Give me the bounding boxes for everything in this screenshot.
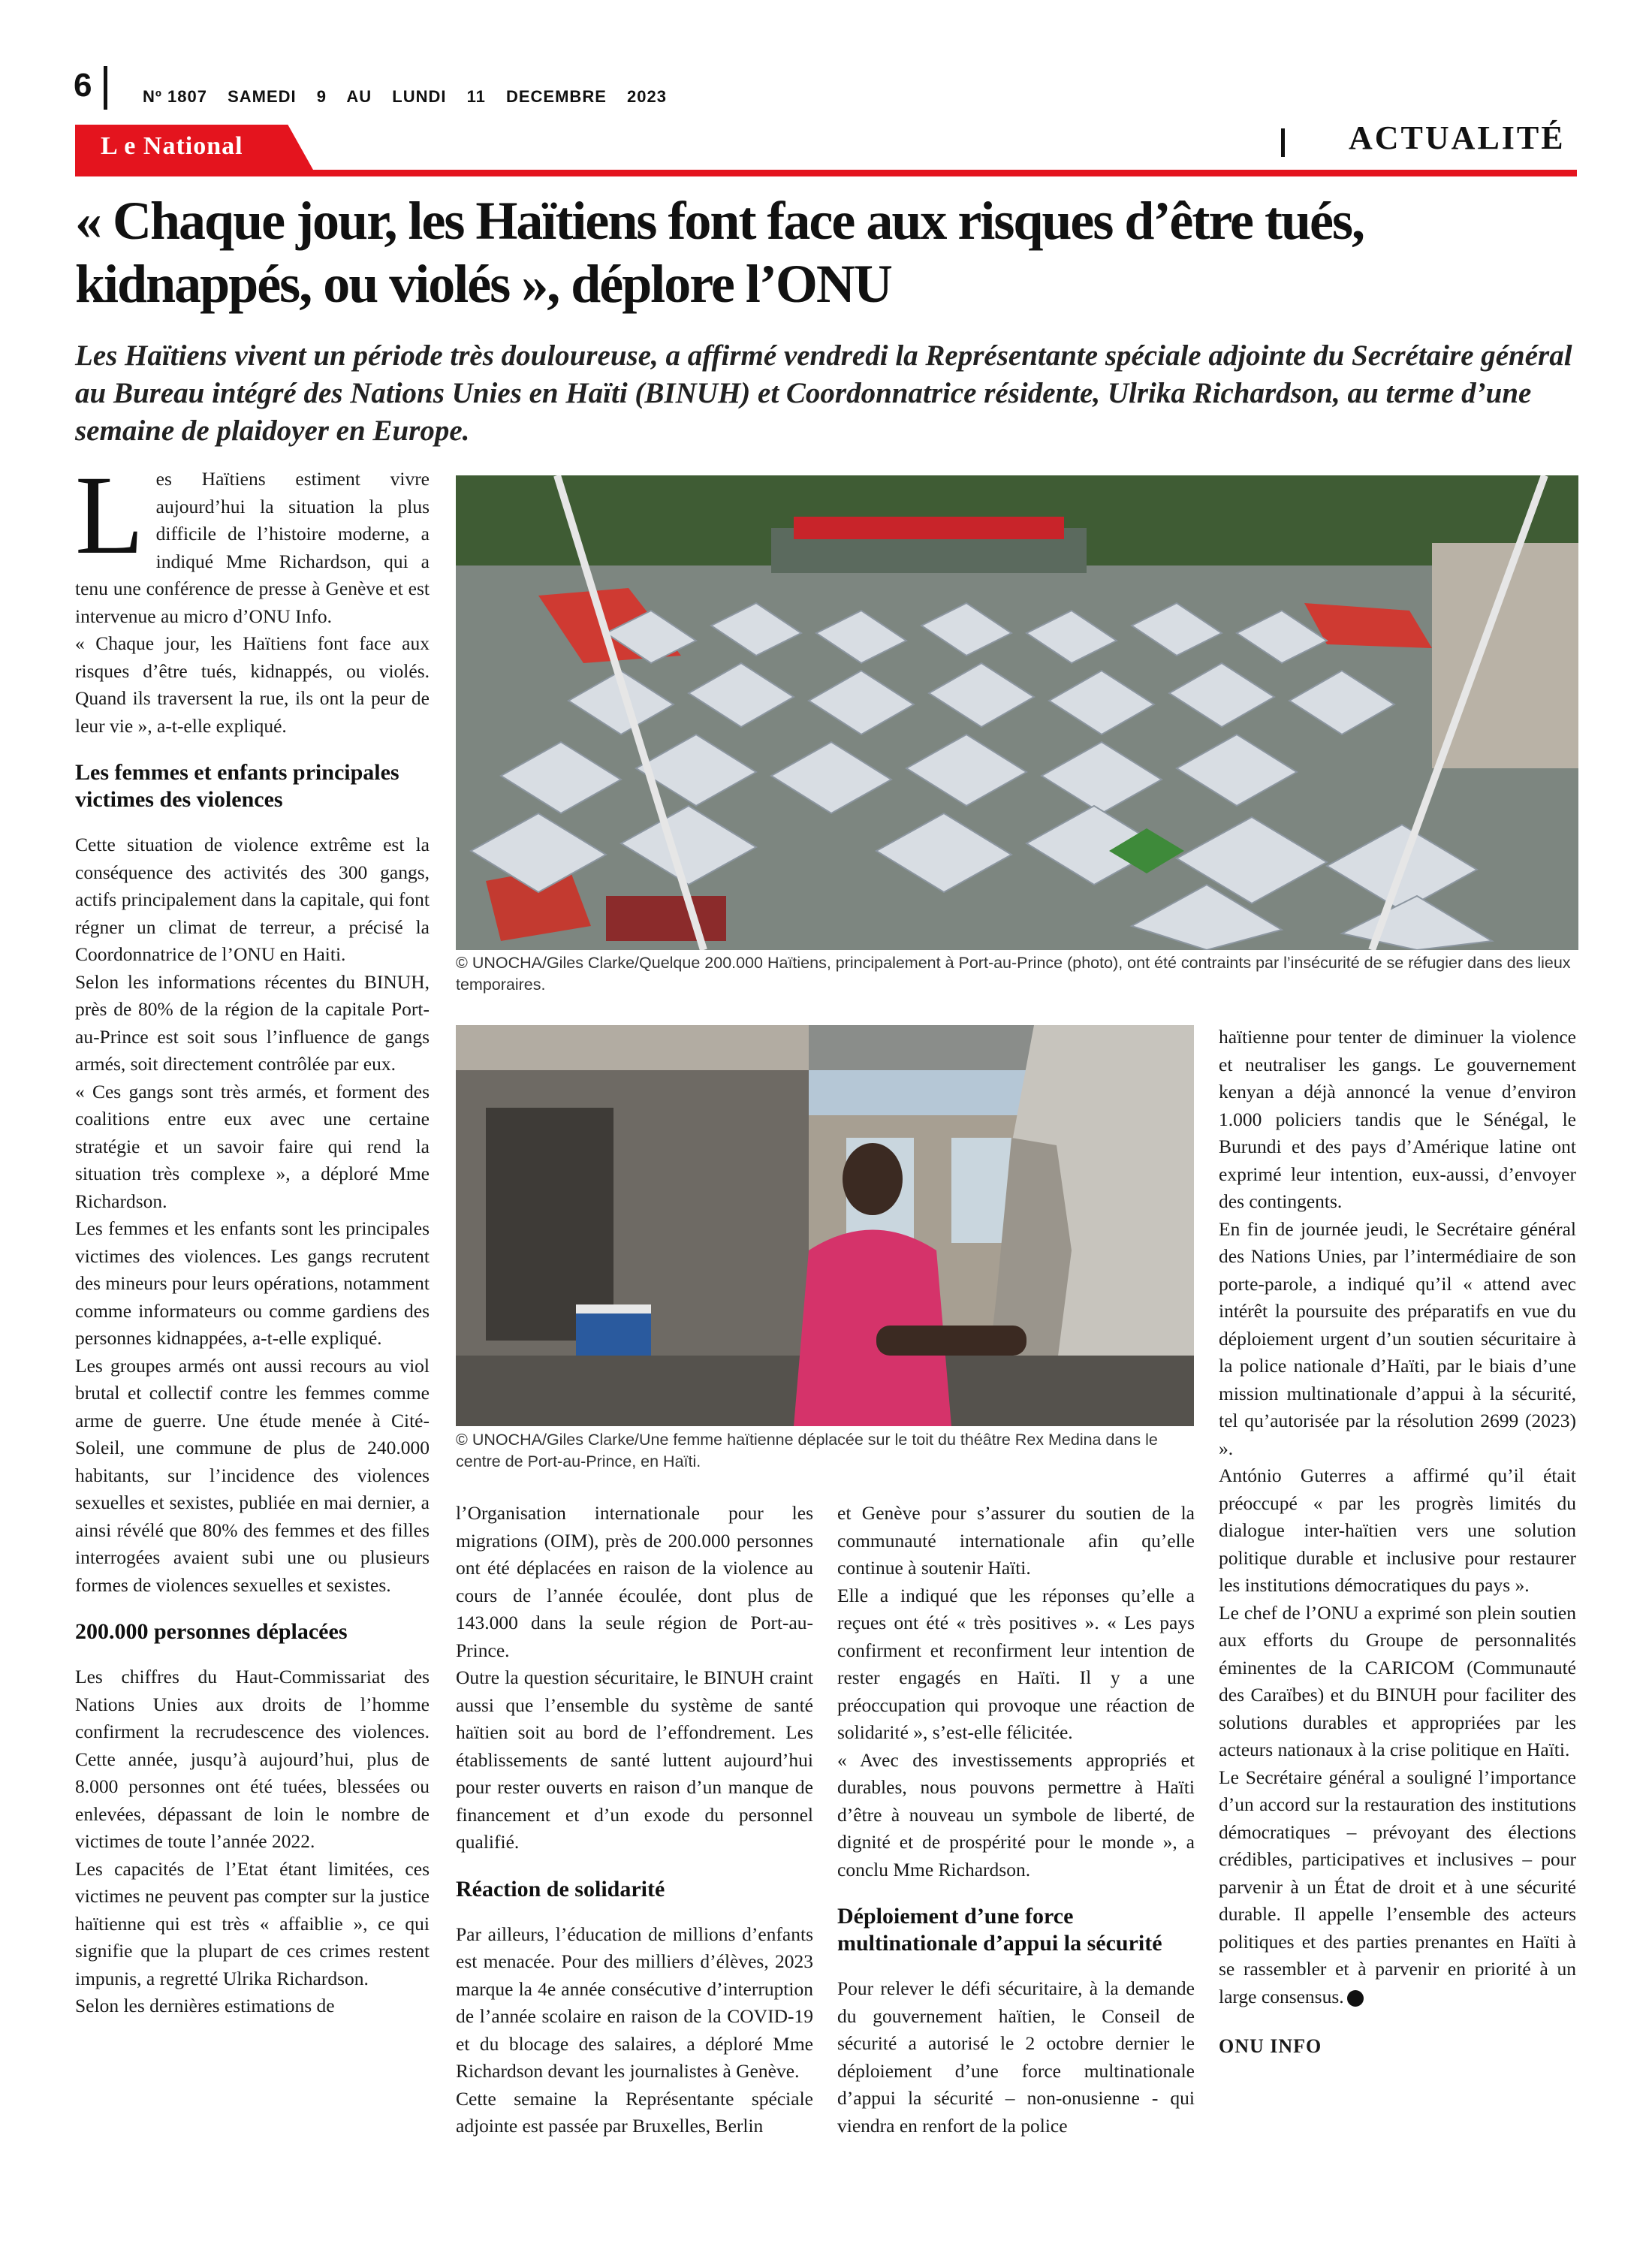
- date-weekday-end: LUNDI: [392, 87, 447, 106]
- subheading: 200.000 personnes déplacées: [75, 1619, 348, 1644]
- issue-line: [143, 87, 682, 107]
- article-lead: Les Haïtiens vivent un période très douloureuse, a affirmé vendredi la Représentante spéciale adjointe du Secrétaire général au Bureau intégré des Nations Unies en Haïti (BINUH) et Coordonnatrice résidente, Ulrika Richardson, au terme d’une semaine de plaidoyer en Europe.: [75, 339, 1572, 447]
- paragraph: et Genève pour s’assurer du soutien de la communauté internationale afin qu’elle continue à soutenir Haïti.: [837, 1502, 1195, 1579]
- intro-text: es Haïtiens estiment vivre aujourd’hui la situation la plus difficile de l’histoire moderne, a indiqué Mme Richardson, qui a tenu une conférence de presse à Genève et est intervenue au micro d’ONU Info.: [75, 468, 430, 627]
- date-day-end: 11: [466, 87, 486, 106]
- paragraph: Pour relever le défi sécuritaire, à la demande du gouvernement haïtien, le Conseil de sécurité a autorisé le 2 octobre dernier le déploiement d’une force multinationale d’appui la sécurité – non-onusienne - qui viendra en renfort de la police: [837, 1977, 1195, 2137]
- date-day-start: 9: [316, 87, 327, 106]
- paragraph: António Guterres a affirmé qu’il était préoccupé « par les progrès limités du dialogue inter-haïtien vers une solution politique durable et inclusive pour restaurer les institutions démocratiques du pays ».: [1219, 1464, 1576, 1596]
- paragraph: « Avec des investissements appropriés et durables, nous pouvons permettre à Haïti d’être à nouveau un symbole de liberté, de dignité et de prospérité pour le monde », a conclu Mme Richardson.: [837, 1748, 1195, 1881]
- paragraph: Le chef de l’ONU a exprimé son plein soutien aux efforts du Groupe de personnalités éminentes de la CARICOM (Communauté des Caraïbes) et du BINUH pour faciliter des solutions durables et appropriées par les acteurs nationaux à la crise politique en Haïti.: [1219, 1601, 1576, 1760]
- woman-photo: [456, 1025, 1194, 1426]
- paragraph: Cette situation de violence extrême est la conséquence des activités des 300 gangs, actifs principalement dans la capitale, qui font régner un climat de terreur, a précisé la Coordonnatrice de l’ONU en Haiti.: [75, 834, 430, 965]
- paragraph: Outre la question sécuritaire, le BINUH craint aussi que l’ensemble du système de santé haïtien soit au bord de l’effondrement. Les établissements de santé luttent aujourd’hui pour rester ouverts en raison d’un manque de financement et d’un exode du personnel qualifié.: [456, 1666, 813, 1853]
- brand-name: L e National: [101, 132, 243, 160]
- paragraph: haïtienne pour tenter de diminuer la violence et neutraliser les gangs. Le gouvernement kenyan a déjà annoncé la venue d’environ 1.000 policiers tandis que le Sénégal, le Burundi et des pays d’Amérique latine ont exprimé leur intention, eux-aussi, d’envoyer des contingents.: [1219, 1026, 1576, 1212]
- subheading: Les femmes et enfants principales victimes des violences: [75, 760, 399, 812]
- camp-photo: [456, 475, 1578, 950]
- paragraph: Les femmes et les enfants sont les principales victimes des violences. Les gangs recrutent des mineurs pour leurs opérations, notamment comme informateurs ou comme gardiens des personnes kidnappées, a-t-elle expliqué.: [75, 1217, 430, 1349]
- paragraph: Les groupes armés ont aussi recours au viol brutal et collectif contre les femmes comme arme de guerre. Une étude menée à Cité-Soleil, une commune de plus de 240.000 habitants, sur l’incidence des violences sexuelles et sexistes, publiée en mai dernier, a ainsi révélé que 80% des femmes et des filles interrogées avaient subi une ou plusieurs formes de violences sexuelles et sexistes.: [75, 1354, 430, 1596]
- paragraph: Selon les informations récentes du BINUH, près de 80% de la région de la capitale Port-au-Prince est soit sous l’influence de gangs armés, soit directement contrôlée par eux.: [75, 970, 430, 1075]
- paragraph: Les chiffres du Haut-Commissariat des Nations Unies aux droits de l’homme confirment la recrudescence des violences. Cette année, jusqu’à aujourd’hui, plus de 8.000 personnes ont été tuées, blessées ou enlevées, dépassant de loin le nombre de victimes de toute l’année 2022.: [75, 1666, 430, 1852]
- end-mark-icon: [1347, 1990, 1364, 2007]
- woman-photo-illustration: [456, 1025, 1194, 1426]
- subheading: Déploiement d’une force multinationale d’appui la sécurité: [837, 1904, 1162, 1956]
- paragraph: Cette semaine la Représentante spéciale adjointe est passée par Bruxelles, Berlin: [456, 2087, 813, 2137]
- column-2: [456, 1500, 813, 2140]
- paragraph: Elle a indiqué que les réponses qu’elle a reçues ont été « très positives ». « Les pays confirment et reconfirment leur intention de rester engagés en Haïti. Il y a une préoccupation qui provoque une réaction de solidarité », s’est-elle félicitée.: [837, 1584, 1195, 1743]
- paragraph: l’Organisation internationale pour les migrations (OIM), près de 200.000 personnes ont été déplacées en raison de la violence au cours de l’année écoulée, dont plus de 143.000 dans la seule région de Port-au-Prince.: [456, 1502, 813, 1661]
- subheading: Réaction de solidarité: [456, 1876, 665, 1902]
- date-au: AU: [346, 87, 372, 106]
- date-weekday-start: SAMEDI: [228, 87, 297, 106]
- paragraph: [1219, 1764, 1576, 2011]
- header-rule: [75, 170, 1577, 176]
- paragraph: Selon les dernières estimations de: [75, 1995, 335, 2016]
- column-4: [1219, 1024, 1576, 2061]
- closing-text: Le Secrétaire général a souligné l’importance d’un accord sur la restauration des institutions démocratiques – prévoyant des élections crédibles, participatives et inclusives – pour parvenir à un État de droit et à une sécurité durable. Il appelle l’ensemble des acteurs politiques et des parties prenantes en Haïti à se rassembler et à parvenir en priorité à un large consensus.: [1219, 1766, 1576, 2007]
- paragraph: En fin de journée jeudi, le Secrétaire général des Nations Unies, par l’intermédiaire de son porte-parole, a indiqué qu’il « attend avec intérêt la poursuite des préparatifs en vue du déploiement urgent d’un soutien sécuritaire à la police nationale d’Haïti, par le biais d’une mission multinationale d’appui à la sécurité, tel qu’autorisée par la résolution 2699 (2023) ».: [1219, 1217, 1576, 1459]
- paragraph: Les capacités de l’Etat étant limitées, ces victimes ne peuvent pas compter sur la justice haïtienne qui est très « affaiblie », ce qui signifie que la plupart de ces crimes restent impunis, a regretté Ulrika Richardson.: [75, 1857, 430, 1989]
- paragraph: Par ailleurs, l’éducation de millions d’enfants est menacée. Pour des milliers d’élèves, 2023 marque la 4e année consécutive d’interruption de l’année scolaire en raison de la COVID-19 et du blocage des salaires, a déploré Mme Richardson devant les journalistes à Genève.: [456, 1923, 813, 2082]
- article-title: « Chaque jour, les Haïtiens font face aux risques d’être tués, kidnappés, ou violés », déplore l’ONU: [75, 191, 1364, 314]
- woman-photo-caption: © UNOCHA/Giles Clarke/Une femme haïtienne déplacée sur le toit du théâtre Rex Medina dans le centre de Port-au-Prince, en Haïti.: [456, 1431, 1158, 1470]
- page-number: 6: [74, 67, 92, 104]
- rubric-divider: [1281, 128, 1285, 157]
- camp-photo-caption: © UNOCHA/Giles Clarke/Quelque 200.000 Haïtiens, principalement à Port-au-Prince (photo), ont été contraints par l’insécurité de se réfugier dans des lieux temporaires.: [456, 954, 1571, 994]
- paragraph: « Chaque jour, les Haïtiens font face aux risques d’être tués, kidnappés, ou violés. Quand ils traversent la rue, ils ont la peur de leur vie », a-t-elle expliqué.: [75, 632, 430, 737]
- camp-photo-illustration: [456, 475, 1578, 950]
- column-1: [75, 453, 430, 2020]
- column-3: [837, 1500, 1195, 2140]
- article-signature: ONU INFO: [1219, 2035, 1322, 2057]
- section-rubric: ACTUALITÉ: [1349, 119, 1566, 156]
- drop-cap: L: [75, 453, 144, 578]
- paragraph: « Ces gangs sont très armés, et forment des coalitions entre eux avec une certaine stratégie et un savoir faire qui rend la situation très complexe », a déploré Mme Richardson.: [75, 1080, 430, 1212]
- intro-paragraph: [75, 453, 430, 630]
- date-year: 2023: [627, 87, 667, 106]
- issue-number: Nº 1807: [143, 87, 207, 106]
- date-month: DECEMBRE: [505, 87, 607, 106]
- page-number-divider: [104, 66, 107, 110]
